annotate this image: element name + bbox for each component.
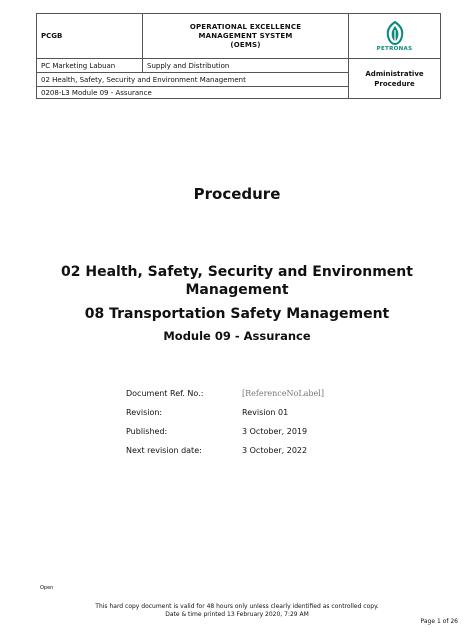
department: Supply and Distribution — [143, 59, 349, 73]
revision-value: Revision 01 — [242, 408, 289, 417]
published-label: Published: — [126, 427, 168, 436]
next-revision-label: Next revision date: — [126, 446, 202, 455]
doc-code: 0208-L3 Module 09 - Assurance — [37, 87, 349, 99]
main-title: 02 Health, Safety, Security and Environment Management — [61, 264, 413, 298]
document-info — [126, 384, 324, 460]
logo-wordmark: PETRONAS — [376, 45, 413, 52]
next-revision-row — [126, 441, 324, 460]
org-unit: PC Marketing Labuan — [37, 59, 143, 73]
page-number: Page 1 of 26 — [420, 618, 458, 625]
next-revision-value: 3 October, 2022 — [242, 446, 308, 455]
document-header-table — [36, 13, 441, 99]
published-value: 3 October, 2019 — [242, 427, 308, 436]
doc-ref-row — [126, 384, 324, 403]
revision-label: Revision: — [126, 408, 163, 417]
subtitle: 08 Transportation Safety Management — [84, 306, 390, 322]
company-code: PCGB — [37, 14, 143, 59]
petronas-logo-icon — [384, 21, 406, 45]
doc-ref-value: [ReferenceNoLabel] — [242, 389, 324, 398]
company-logo — [349, 14, 441, 59]
doc-ref-label: Document Ref. No.: — [126, 389, 204, 398]
section-title: 02 Health, Safety, Security and Environment Management — [37, 73, 349, 87]
revision-row — [126, 403, 324, 422]
procedure-heading: Procedure — [193, 185, 281, 203]
footer-note: This hard copy document is valid for 48 hours only unless clearly identified as controlled copy. Date & time printed 13 February 2020, 7:29 AM — [95, 603, 379, 618]
published-row — [126, 422, 324, 441]
classification-label: Open — [40, 585, 54, 591]
module-title: Module 09 - Assurance — [163, 329, 311, 343]
procedure-type: Administrative Procedure — [349, 59, 441, 99]
system-title: OPERATIONAL EXCELLENCE MANAGEMENT SYSTEM (OEMS) — [143, 14, 349, 59]
